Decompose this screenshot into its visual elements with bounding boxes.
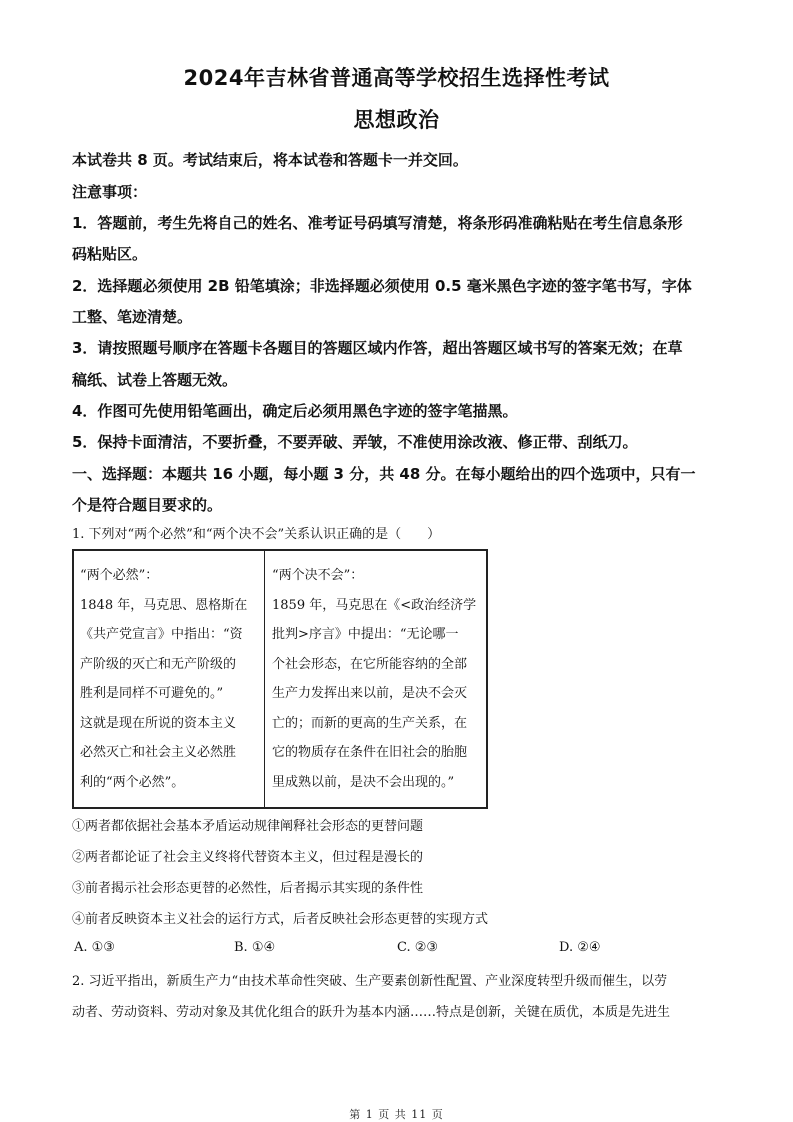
table-right-line: 里成熟以前，是决不会出现的。”	[272, 774, 455, 790]
table-left-line: 胜利是同样不可避免的。”	[80, 686, 224, 701]
table-left-line: 这就是现在所说的资本主义	[80, 715, 237, 731]
table-left-line: “两个必然”：	[80, 568, 159, 583]
option-a: A. ①③	[74, 940, 115, 955]
table-right-line: 个社会形态，在它所能容纳的全部	[272, 656, 468, 672]
table-left-line: 利的“两个必然”。	[80, 774, 185, 790]
note-3b: 稿纸、试卷上答题无效。	[72, 371, 238, 389]
table-left-line: 产阶级的灭亡和无产阶级的	[80, 656, 237, 672]
note-5: 5．保持卡面清洁，不要折叠，不要弄破、弄皱，不准使用涂改液、修正带、刮纸刀。	[72, 433, 638, 451]
table-right-line: 1859 年，马克思在《<政治经济学	[272, 597, 477, 613]
note-2a: 2．选择题必须使用 2B 铅笔填涂；非选择题必须使用 0.5 毫米黑色字迹的签字笔书写，字体	[72, 277, 692, 295]
statement-1: ①两者都依据社会基本矛盾运动规律阐释社会形态的更替问题	[72, 819, 424, 834]
option-b: B. ①④	[234, 940, 276, 955]
statement-3: ③前者揭示社会形态更替的必然性，后者揭示其实现的条件性	[72, 881, 424, 896]
page-footer: 第 1 页 共 11 页	[349, 1108, 444, 1121]
note-2b: 工整、笔迹清楚。	[72, 308, 193, 326]
table-right-line: 亡的；而新的更高的生产关系，在	[272, 715, 468, 731]
table-cell-left	[80, 561, 260, 797]
exam-title: 2024年吉林省普通高等学校招生选择性考试	[183, 66, 610, 90]
table-right-line: 批判>序言》中提出：“无论哪一	[272, 627, 459, 642]
section-heading-b: 个是符合题目要求的。	[72, 496, 223, 514]
question-2-line-2: 动者、劳动资料、劳动对象及其优化组合的跃升为基本内涵……特点是创新，关键在质优，本质是先进生	[72, 1005, 671, 1020]
table-right-line: 它的物质存在条件在旧社会的胎胞	[272, 745, 468, 760]
table-divider	[264, 551, 265, 807]
table-left-line: 必然灭亡和社会主义必然胜	[80, 745, 237, 760]
question-2-line-1: 2. 习近平指出，新质生产力“由技术革命性突破、生产要素创新性配置、产业深度转型升级而催生，以劳	[72, 974, 668, 989]
quote-table	[72, 549, 488, 809]
table-cell-right	[272, 561, 484, 797]
note-4: 4．作图可先使用铅笔画出，确定后必须用黑色字迹的签字笔描黑。	[72, 402, 518, 420]
option-c: C. ②③	[397, 940, 439, 955]
answer-options	[72, 940, 727, 960]
note-1b: 码粘贴区。	[72, 245, 148, 263]
table-left-line: 1848 年，马克思、恩格斯在	[80, 597, 248, 613]
statement-4: ④前者反映资本主义社会的运行方式，后者反映社会形态更替的实现方式	[72, 912, 489, 927]
subject-title: 思想政治	[353, 108, 440, 132]
section-heading-a: 一、选择题：本题共 16 小题，每小题 3 分，共 48 分。在每小题给出的四个选项中，只有一	[72, 465, 696, 483]
table-left-line: 《共产党宣言》中指出：“资	[80, 627, 243, 642]
table-right-line: 生产力发挥出来以前，是决不会灭	[272, 686, 468, 701]
note-1a: 1．答题前，考生先将自己的姓名、准考证号码填写清楚，将条形码准确粘贴在考生信息条形	[72, 214, 683, 232]
intro-line: 本试卷共 8 页。考试结束后，将本试卷和答题卡一并交回。	[72, 151, 468, 169]
question-1-stem: 1. 下列对“两个必然”和“两个决不会”关系认识正确的是（ ）	[72, 527, 441, 542]
note-3a: 3．请按照题号顺序在答题卡各题目的答题区域内作答，超出答题区域书写的答案无效；在草	[72, 339, 683, 357]
option-d: D. ②④	[559, 940, 601, 955]
table-right-line: “两个决不会”：	[272, 568, 364, 583]
statement-2: ②两者都论证了社会主义终将代替资本主义，但过程是漫长的	[72, 850, 424, 865]
notes-heading: 注意事项：	[72, 183, 148, 201]
